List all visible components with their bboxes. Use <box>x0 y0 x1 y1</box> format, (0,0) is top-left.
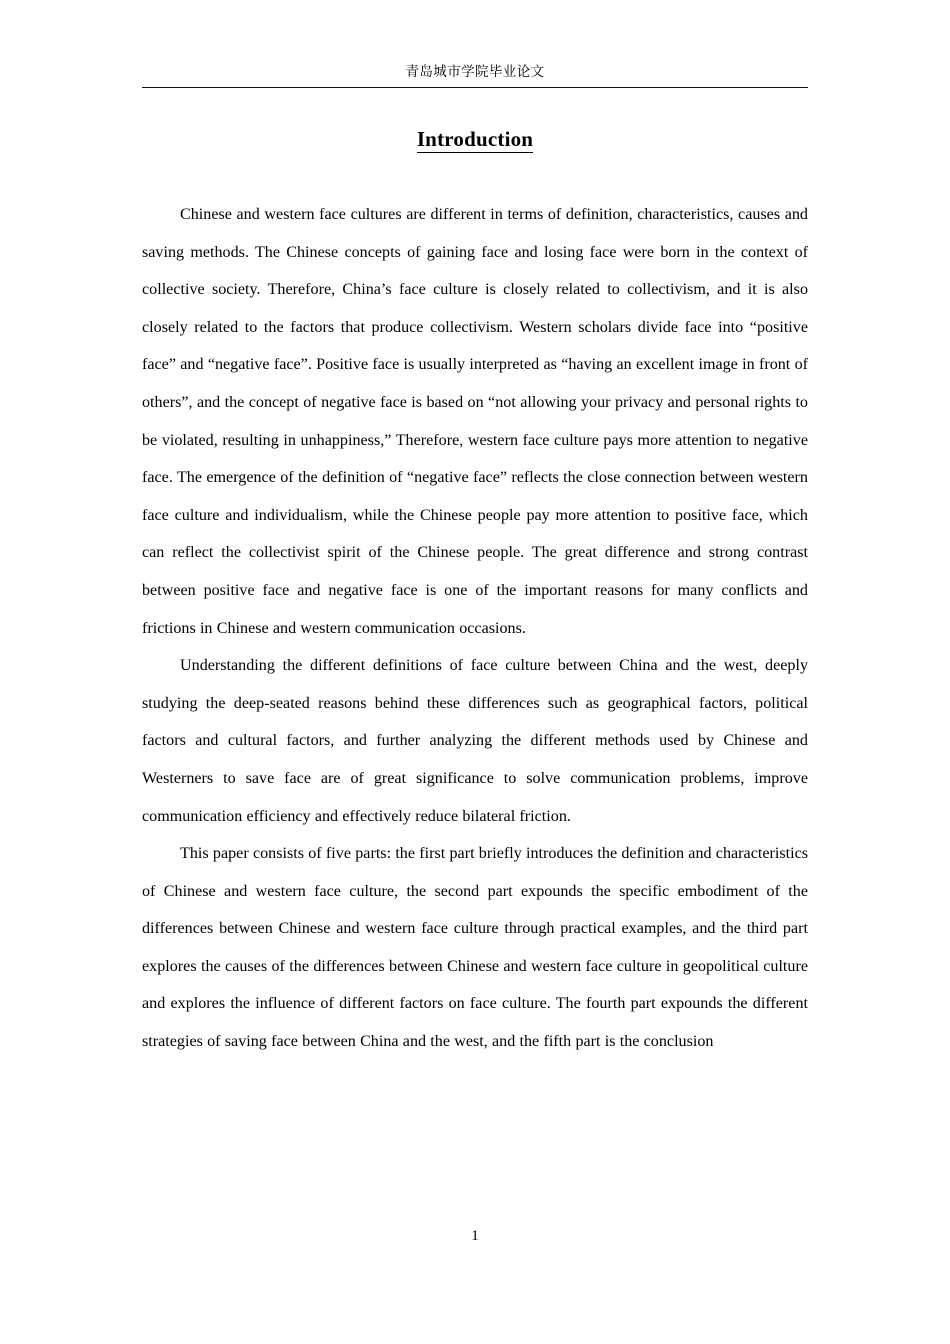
header-divider <box>142 87 808 88</box>
paragraph: Chinese and western face cultures are different in terms of definition, characteristics, causes and saving methods. The Chinese concepts of gaining face and losing face were born in the context of collective society. Therefore, China’s face culture is closely related to collectivism, and it is also closely related to the factors that produce collectivism. Western scholars divide face into “positive face” and “negative face”. Positive face is usually interpreted as “having an excellent image in front of others”, and the concept of negative face is based on “not allowing your privacy and personal rights to be violated, resulting in unhappiness,” Therefore, western face culture pays more attention to negative face. The emergence of the definition of “negative face” reflects the close connection between western face culture and individualism, while the Chinese people pay more attention to positive face, which can reflect the collectivist spirit of the Chinese people. The great difference and strong contrast between positive face and negative face is one of the important reasons for many conflicts and frictions in Chinese and western communication occasions. <box>142 206 808 637</box>
header-title: 青岛城市学院毕业论文 <box>405 64 545 80</box>
body-text <box>142 196 808 1061</box>
paragraph: This paper consists of five parts: the first part briefly introduces the definition and characteristics of Chinese and western face culture, the second part expounds the specific embodiment of the differences between Chinese and western face culture through practical examples, and the third part explores the causes of the differences between Chinese and western face culture in geopolitical culture and explores the influence of different factors on face culture. The fourth part expounds the different strategies of saving face between China and the west, and the fifth part is the conclusion <box>142 845 808 1051</box>
page-title <box>142 124 808 154</box>
page-header <box>142 62 808 88</box>
page-title-text: Introduction <box>416 127 534 151</box>
paragraph: Understanding the different definitions of face culture between China and the west, deeply studying the deep-seated reasons behind these differences such as geographical factors, political factors and cultural factors, and further analyzing the different methods used by Chinese and Westerners to save face are of great significance to solve communication problems, improve communication efficiency and effectively reduce bilateral friction. <box>142 657 808 825</box>
page-number: 1 <box>471 1228 479 1244</box>
